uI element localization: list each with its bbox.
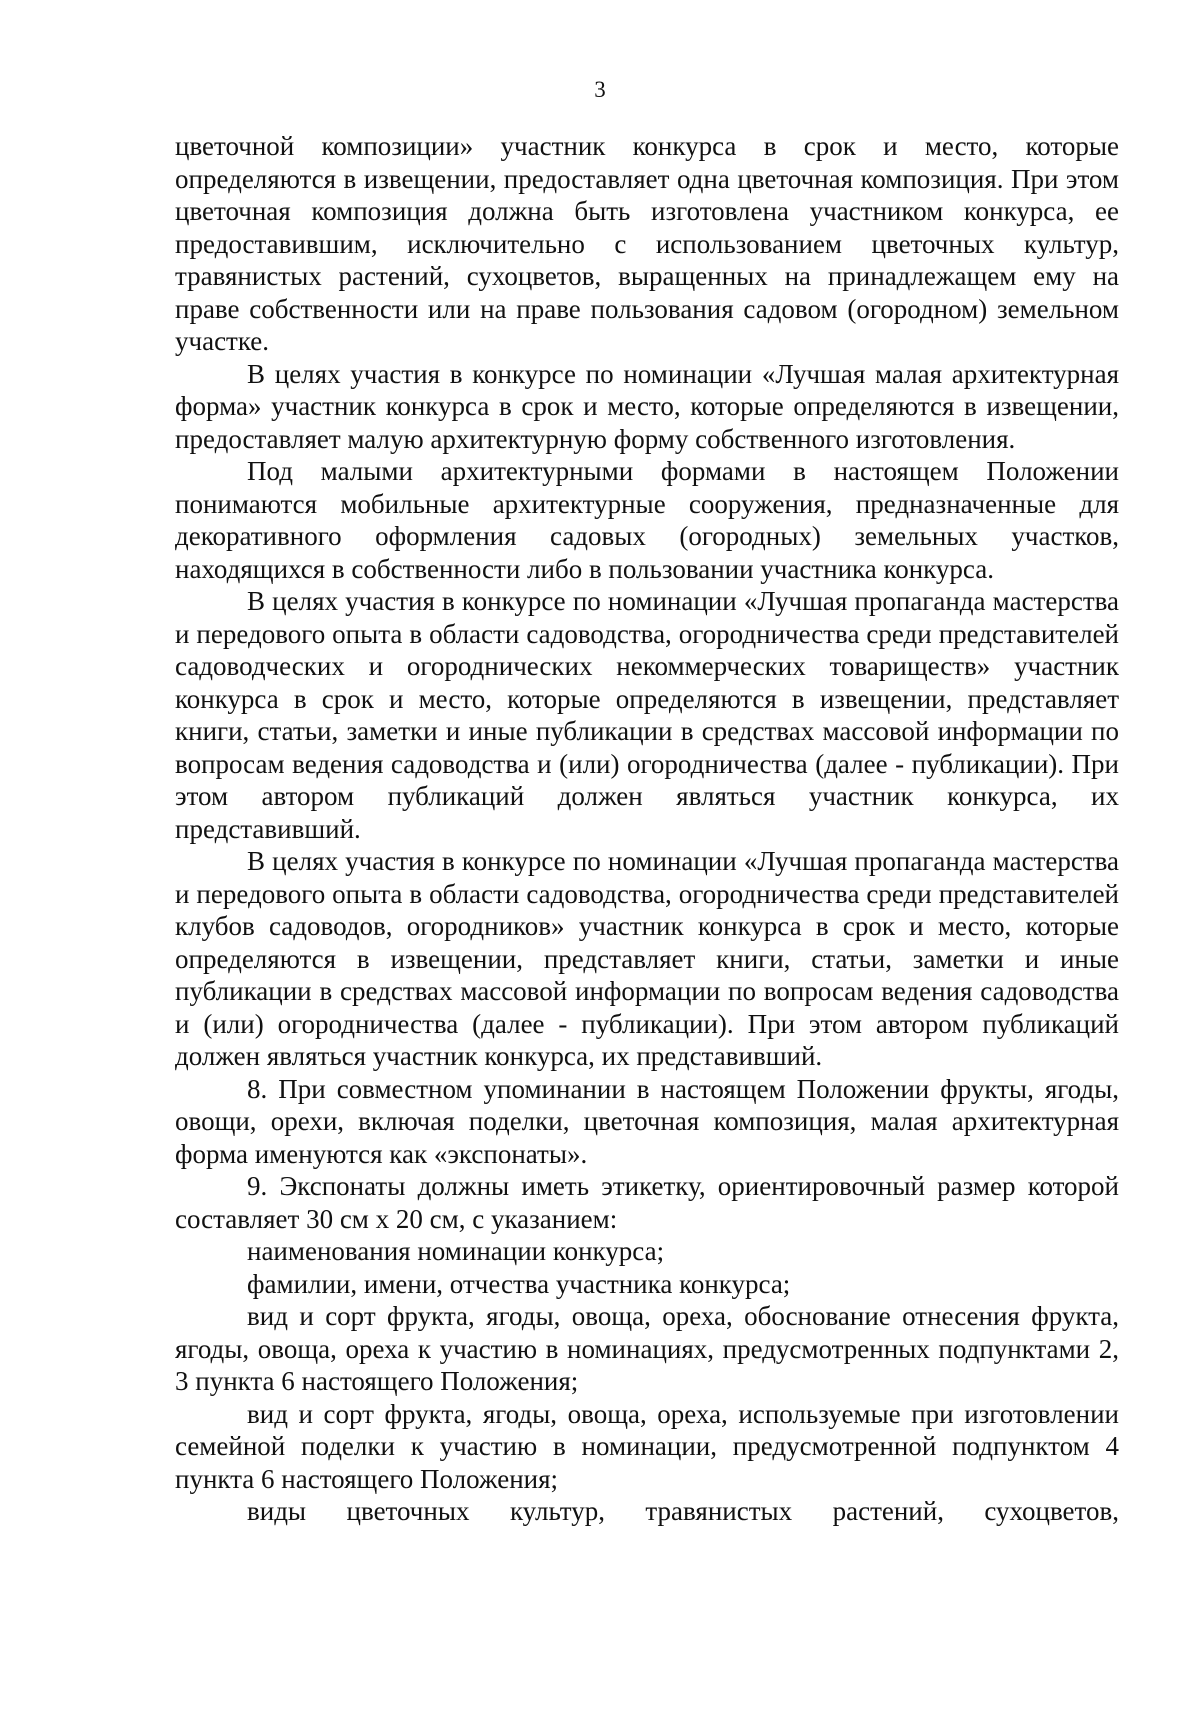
paragraph: В целях участия в конкурсе по номинации «Лучшая пропаганда мастерства и передового опыта в области садоводства, огородничества среди представителей садоводческих и огороднических некоммерческих товариществ» участник конкурса в срок и место, которые определяются в извещении, представляет книги, статьи, заметки и иные публикации в средствах массовой информации по вопросам ведения садоводства и (или) огородничества (далее - публикации). При этом автором публикаций должен являться участник конкурса, их представивший.	[175, 586, 1119, 844]
list-item: вид и сорт фрукта, ягоды, овоща, ореха, обоснование отнесения фрукта, ягоды, овоща, ореха к участию в номинациях, предусмотренных подпунктами 2, 3 пункта 6 настоящего Положения;	[175, 1301, 1119, 1396]
list-item: вид и сорт фрукта, ягоды, овоща, ореха, используемые при изготовлении семейной поделки к участию в номинации, предусмотренной подпунктом 4 пункта 6 настоящего Положения;	[175, 1398, 1119, 1494]
paragraph-item-8: 8. При совместном упоминании в настоящем Положении фрукты, ягоды, овощи, орехи, включая поделки, цветочная композиция, малая архитектурная форма именуются как «экспонаты».	[175, 1073, 1119, 1169]
paragraph-item-9: 9. Экспонаты должны иметь этикетку, ориентировочный размер которой составляет 30 см х 20 см, с указанием:	[175, 1171, 1119, 1234]
paragraph: В целях участия в конкурсе по номинации «Лучшая малая архитектурная форма» участник конкурса в срок и место, которые определяются в извещении, предоставляет малую архитектурную форму собственного изготовления.	[175, 358, 1119, 454]
list-item: фамилии, имени, отчества участника конкурса;	[247, 1268, 791, 1299]
paragraph: В целях участия в конкурсе по номинации «Лучшая пропаганда мастерства и передового опыта в области садоводства, огородничества среди представителей клубов садоводов, огородников» участник конкурса в срок и место, которые определяются в извещении, представляет книги, статьи, заметки и иные публикации в средствах массовой информации по вопросам ведения садоводства и (или) огородничества (далее - публикации). При этом автором публикаций должен являться участник конкурса, их представивший.	[175, 846, 1119, 1071]
list-item-continued: виды цветочных культур, травянистых растений, сухоцветов,	[247, 1496, 1119, 1526]
paragraph-continuation: цветочной композиции» участник конкурса в срок и место, которые определяются в извещении, предоставляет одна цветочная композиция. При этом цветочная композиция должна быть изготовлена участником конкурса, ее предоставившим, исключительно с использованием цветочных культур, травянистых растений, сухоцветов, выращенных на принадлежащем ему на праве собственности или на праве пользования садовом (огородном) земельном участке.	[175, 131, 1119, 356]
document-body	[175, 130, 1119, 1528]
list-item: наименования номинации конкурса;	[247, 1236, 665, 1266]
page-number: 3	[594, 77, 606, 102]
paragraph: Под малыми архитектурными формами в настоящем Положении понимаются мобильные архитектурные сооружения, предназначенные для декоративного оформления садовых (огородных) земельных участков, находящихся в собственности либо в пользовании участника конкурса.	[175, 456, 1119, 584]
